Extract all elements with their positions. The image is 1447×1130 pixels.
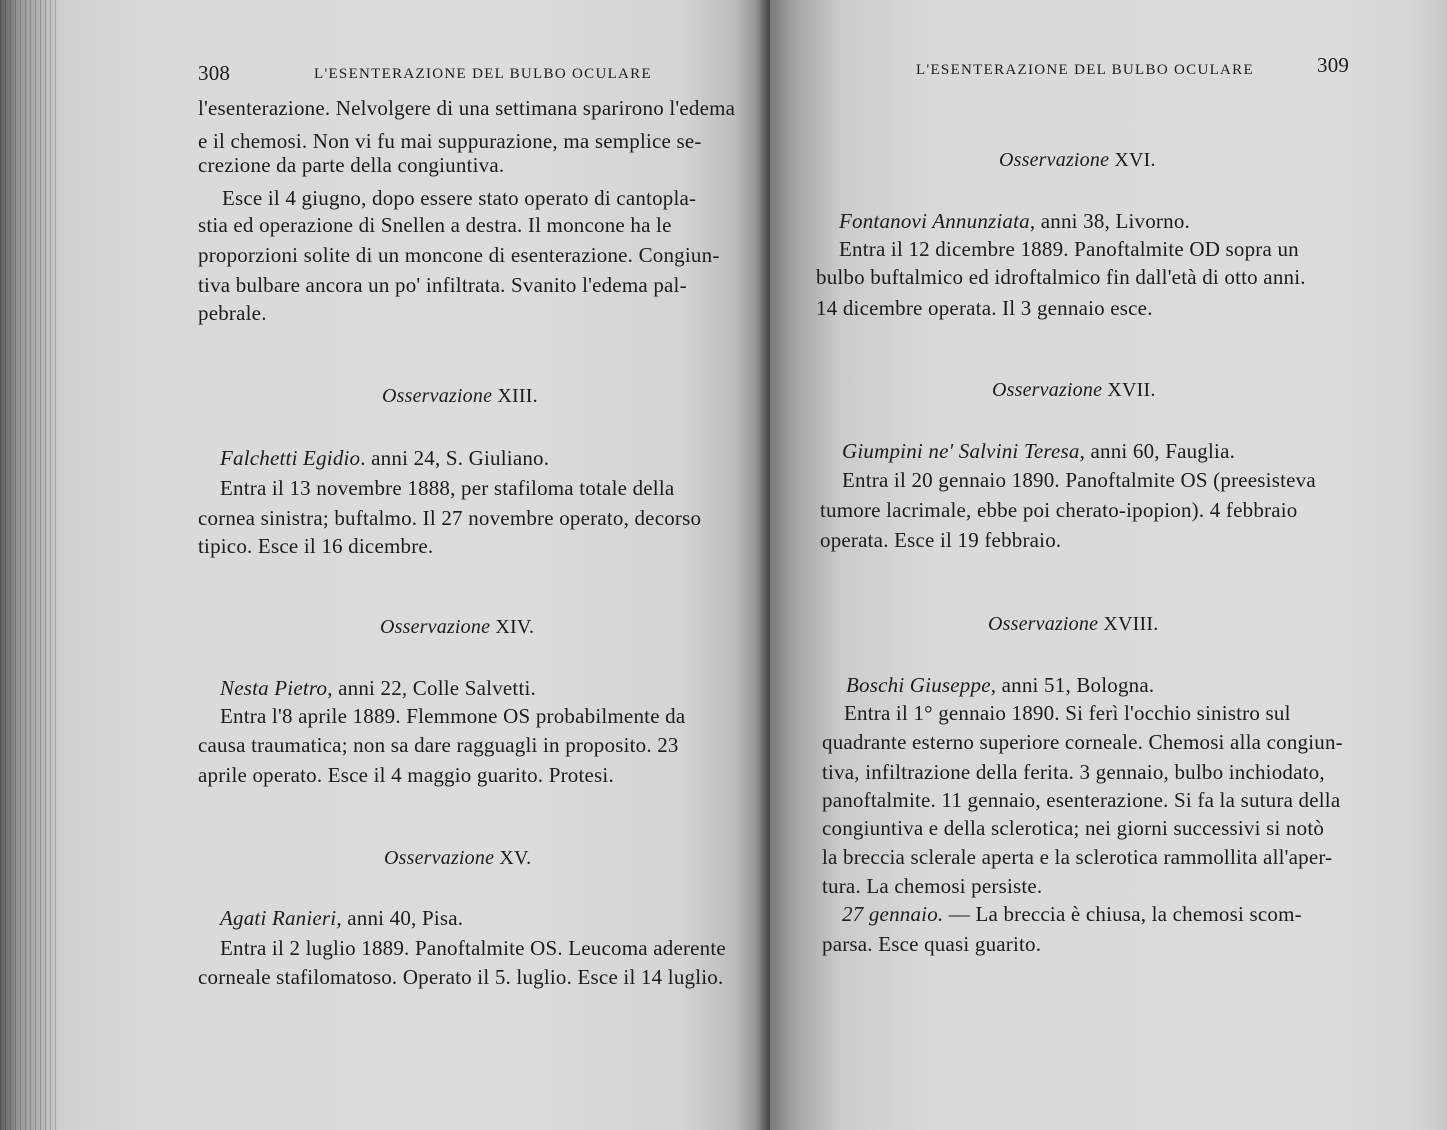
- text-line: bulbo buftalmico ed idroftalmico fin dall'età di otto anni.: [816, 265, 1306, 289]
- text-line: tipico. Esce il 16 dicembre.: [198, 534, 434, 558]
- text-line: 14 dicembre operata. Il 3 gennaio esce.: [816, 296, 1153, 320]
- observation-heading: [380, 617, 534, 637]
- page-number: 308: [198, 61, 231, 85]
- followup-line: [842, 904, 1302, 925]
- patient-details: anni 40, Pisa.: [341, 906, 464, 930]
- patient-line: [220, 448, 549, 469]
- heading-word: Osservazione: [382, 385, 493, 407]
- heading-word: Osservazione: [992, 379, 1103, 401]
- patient-details: , anni 38, Livorno.: [1029, 209, 1190, 233]
- text-line: pebrale.: [198, 301, 267, 325]
- patient-name: Nesta Pietro: [220, 676, 328, 700]
- text-line: Entra il 2 luglio 1889. Panoftalmite OS. Leucoma aderente: [220, 936, 726, 960]
- followup-text: — La breccia è chiusa, la chemosi scom-: [943, 902, 1302, 926]
- text-line: e il chemosi. Non vi fu mai suppurazione, ma semplice se-: [198, 129, 702, 153]
- text-line: Entra il 1° gennaio 1890. Si ferì l'occhio sinistro sul: [844, 701, 1291, 725]
- running-head: L'ESENTERAZIONE DEL BULBO OCULARE: [314, 66, 652, 82]
- text-line: Entra il 20 gennaio 1890. Panoftalmite OS (preesisteva: [842, 468, 1316, 492]
- text-line: tiva, infiltrazione della ferita. 3 gennaio, bulbo inchiodato,: [822, 760, 1325, 784]
- page-number: 309: [1317, 53, 1350, 77]
- text-line: congiuntiva e della sclerotica; nei giorni successivi si notò: [822, 816, 1325, 840]
- text-line: Esce il 4 giugno, dopo essere stato operato di cantopla-: [222, 186, 697, 210]
- text-line: proporzioni solite di un moncone di esenterazione. Congiun-: [198, 243, 720, 267]
- text-line: Entra il 12 dicembre 1889. Panoftalmite OD sopra un: [839, 237, 1299, 261]
- patient-name: Agati Ranieri,: [220, 906, 342, 930]
- patient-details: . anni 24, S. Giuliano.: [360, 446, 550, 470]
- observation-heading: [382, 386, 538, 406]
- text-line: panoftalmite. 11 gennaio, esenterazione. Si fa la sutura della: [822, 788, 1341, 812]
- text-line: stia ed operazione di Snellen a destra. Il moncone ha le: [198, 213, 672, 237]
- patient-name: Fontanovi Annunziata: [839, 209, 1030, 233]
- patient-details: , anni 60, Fauglia.: [1079, 439, 1236, 463]
- observation-heading: [988, 614, 1158, 634]
- text-line: cornea sinistra; buftalmo. Il 27 novembre operato, decorso: [198, 506, 702, 530]
- patient-name: Boschi Giuseppe: [846, 673, 991, 697]
- patient-line: [839, 211, 1190, 232]
- heading-word: Osservazione: [384, 847, 495, 869]
- text-line: causa traumatica; non sa dare ragguagli in proposito. 23: [198, 733, 679, 757]
- text-line: Entra il 13 novembre 1888, per stafiloma totale della: [220, 476, 675, 500]
- patient-details: , anni 22, Colle Salvetti.: [327, 676, 536, 700]
- text-line: tumore lacrimale, ebbe poi cherato-ipopion). 4 febbraio: [820, 498, 1298, 522]
- heading-numeral: XV.: [499, 847, 532, 869]
- heading-numeral: XVIII.: [1103, 613, 1159, 635]
- book-gutter: [755, 0, 770, 1130]
- text-line: operata. Esce il 19 febbraio.: [820, 528, 1062, 552]
- heading-numeral: XIV.: [495, 616, 535, 638]
- patient-details: , anni 51, Bologna.: [990, 673, 1155, 697]
- text-line: tiva bulbare ancora un po' infiltrata. Svanito l'edema pal-: [198, 273, 687, 297]
- text-line: Entra l'8 aprile 1889. Flemmone OS probabilmente da: [220, 704, 686, 728]
- heading-word: Osservazione: [380, 616, 491, 638]
- right-page: [770, 0, 1447, 1130]
- patient-line: [220, 678, 536, 699]
- heading-word: Osservazione: [988, 613, 1099, 635]
- followup-date: 27 gennaio.: [842, 902, 944, 926]
- observation-heading: [992, 380, 1156, 400]
- observation-heading: [384, 848, 531, 868]
- text-line: corneale stafilomatoso. Operato il 5. luglio. Esce il 14 luglio.: [198, 965, 724, 989]
- text-line: l'esenterazione. Nelvolgere di una settimana sparirono l'edema: [198, 96, 736, 120]
- text-line: parsa. Esce quasi guarito.: [822, 932, 1042, 956]
- patient-line: [220, 908, 463, 929]
- running-head: L'ESENTERAZIONE DEL BULBO OCULARE: [916, 62, 1254, 78]
- heading-numeral: XVII.: [1107, 379, 1156, 401]
- observation-heading: [999, 150, 1156, 170]
- patient-line: [846, 675, 1154, 696]
- text-line: quadrante esterno superiore corneale. Chemosi alla congiun-: [822, 730, 1343, 754]
- patient-line: [842, 441, 1235, 462]
- text-line: la breccia sclerale aperta e la sclerotica rammollita all'aper-: [822, 845, 1333, 869]
- text-line: crezione da parte della congiuntiva.: [198, 153, 505, 177]
- patient-name: Falchetti Egidio: [220, 446, 361, 470]
- text-line: aprile operato. Esce il 4 maggio guarito. Protesi.: [198, 763, 614, 787]
- heading-word: Osservazione: [999, 149, 1110, 171]
- heading-numeral: XIII.: [497, 385, 538, 407]
- heading-numeral: XVI.: [1114, 149, 1156, 171]
- page-edge-shadow: [0, 0, 60, 1130]
- text-line: tura. La chemosi persiste.: [822, 874, 1043, 898]
- patient-name: Giumpini ne' Salvini Teresa: [842, 439, 1080, 463]
